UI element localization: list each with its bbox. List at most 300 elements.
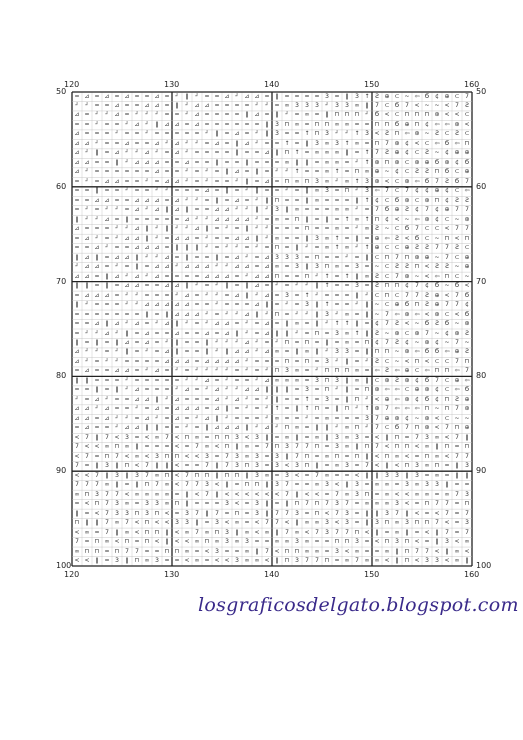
pattern-cell: =	[144, 547, 150, 555]
pattern-cell: <	[184, 452, 190, 460]
pattern-cell: <	[404, 234, 410, 242]
pattern-cell: ǁ	[225, 282, 229, 290]
pattern-cell: 3	[385, 471, 389, 479]
pattern-cell: 3	[155, 557, 159, 565]
pattern-cell: =	[304, 424, 310, 432]
pattern-cell: ⊓	[444, 443, 450, 451]
pattern-cell: 7	[195, 528, 199, 536]
pattern-cell: ∞	[284, 433, 290, 441]
pattern-cell: ǁ	[105, 320, 109, 328]
pattern-cell: ⊓	[284, 424, 290, 432]
pattern-cell: ┘	[195, 282, 199, 290]
pattern-cell: ⊂	[464, 244, 470, 252]
pattern-cell: ⊿	[204, 376, 210, 384]
pattern-cell: ∞	[424, 490, 430, 498]
pattern-cell: <	[154, 538, 160, 546]
pattern-cell: =	[224, 301, 230, 309]
pattern-cell: =	[94, 310, 100, 318]
pattern-cell: ǁ	[215, 253, 219, 261]
pattern-cell: ∞	[344, 433, 350, 441]
pattern-cell: ⊓	[424, 500, 430, 508]
pattern-cell: ⊂	[394, 177, 400, 185]
pattern-cell: ⊿	[134, 120, 140, 128]
pattern-cell: ǁ	[155, 424, 159, 432]
pattern-cell: =	[94, 282, 100, 290]
pattern-cell: =	[334, 282, 340, 290]
row-label-left: 80	[56, 371, 67, 381]
pattern-cell: =	[94, 376, 100, 384]
pattern-cell: ∞	[314, 519, 320, 527]
pattern-cell: ⊓	[384, 291, 390, 299]
pattern-cell: ∞	[324, 168, 330, 176]
pattern-cell: ǁ	[325, 111, 329, 119]
pattern-cell: 3	[385, 509, 389, 517]
pattern-cell: ⊓	[434, 367, 440, 375]
pattern-cell: ⊂	[444, 310, 450, 318]
pattern-cell: ┘	[125, 120, 129, 128]
pattern-cell: ǁ	[295, 244, 299, 252]
pattern-cell: 7	[365, 462, 369, 470]
pattern-cell: ⇦	[414, 405, 420, 413]
pattern-cell: 7	[145, 471, 149, 479]
pattern-cell: ⊿	[154, 139, 160, 147]
pattern-cell: 3	[315, 139, 319, 147]
pattern-cell: ǁ	[225, 168, 229, 176]
pattern-cell: =	[274, 320, 280, 328]
pattern-cell: ⇦	[424, 367, 430, 375]
row-label-right: 50	[476, 87, 487, 96]
pattern-cell: 7	[95, 471, 99, 479]
pattern-cell: =	[154, 443, 160, 451]
pattern-cell: ~	[414, 272, 420, 280]
pattern-cell: =	[94, 168, 100, 176]
pattern-cell: =	[214, 120, 220, 128]
pattern-cell: ⊓	[134, 557, 140, 565]
pattern-cell: ~	[384, 168, 390, 176]
pattern-cell: ⊓	[384, 348, 390, 356]
pattern-cell: =	[214, 310, 220, 318]
pattern-cell: 3	[185, 509, 189, 517]
pattern-cell: =	[114, 92, 120, 100]
pattern-cell: ⊓	[274, 310, 280, 318]
pattern-cell: ǁ	[115, 528, 119, 536]
pattern-cell: =	[84, 310, 90, 318]
pattern-cell: =	[424, 538, 430, 546]
pattern-cell: ǁ	[215, 158, 219, 166]
pattern-cell: 3	[375, 519, 379, 527]
pattern-cell: ⊿	[74, 158, 80, 166]
pattern-cell: ǁ	[205, 348, 209, 356]
pattern-cell: =	[234, 158, 240, 166]
pattern-cell: =	[104, 139, 110, 147]
pattern-cell: ⊿	[114, 101, 120, 109]
pattern-cell: ⊿	[74, 149, 80, 157]
pattern-cell: ┘	[225, 338, 229, 346]
pattern-cell: Ϭ	[464, 310, 470, 318]
pattern-cell: =	[444, 471, 450, 479]
pattern-cell: ⊓	[404, 111, 410, 119]
pattern-cell: 7	[215, 509, 219, 517]
pattern-cell: ⊿	[174, 196, 180, 204]
pattern-cell: =	[334, 215, 340, 223]
pattern-cell: ǁ	[255, 187, 259, 195]
pattern-cell: <	[174, 443, 180, 451]
pattern-cell: ⊓	[444, 234, 450, 242]
pattern-cell: ǁ	[205, 225, 209, 233]
pattern-cell: ⊓	[374, 215, 380, 223]
pattern-cell: =	[354, 338, 360, 346]
pattern-cell: ⊿	[94, 196, 100, 204]
pattern-cell: ⊿	[174, 139, 180, 147]
pattern-cell: ⊓	[294, 215, 300, 223]
pattern-cell: 7	[465, 509, 469, 517]
pattern-cell: ~	[414, 414, 420, 422]
pattern-cell: ǁ	[375, 509, 379, 517]
pattern-cell: ⊓	[334, 452, 340, 460]
pattern-cell: ǁ	[315, 424, 319, 432]
pattern-cell: ⊂	[454, 253, 460, 261]
pattern-cell: ⊿	[154, 263, 160, 271]
pattern-cell: ǁ	[185, 500, 189, 508]
pattern-cell: ∞	[314, 547, 320, 555]
pattern-cell: ┘	[185, 320, 189, 328]
pattern-cell: ⊿	[124, 282, 130, 290]
pattern-cell: ┘	[145, 177, 149, 185]
pattern-cell: ∞	[294, 376, 300, 384]
pattern-cell: ∞	[144, 557, 150, 565]
row-label-right: 100	[476, 561, 492, 570]
pattern-cell: ┘	[205, 168, 209, 176]
pattern-cell: =	[294, 111, 300, 119]
pattern-cell: ⊂	[444, 414, 450, 422]
pattern-cell: =	[254, 405, 260, 413]
pattern-cell: ǁ	[115, 481, 119, 489]
pattern-cell: ⊿	[114, 177, 120, 185]
pattern-cell: =	[184, 338, 190, 346]
pattern-cell: 7	[85, 481, 89, 489]
pattern-cell: 3	[125, 433, 129, 441]
pattern-cell: ┘	[245, 206, 249, 214]
pattern-cell: ǁ	[265, 500, 269, 508]
pattern-cell: =	[214, 168, 220, 176]
pattern-cell: ┘	[315, 291, 319, 299]
pattern-cell: ↑	[284, 139, 290, 147]
pattern-cell: =	[304, 149, 310, 157]
pattern-cell: ┘	[265, 206, 269, 214]
pattern-cell: ǁ	[185, 206, 189, 214]
pattern-cell: =	[294, 414, 300, 422]
row-label-left: 70	[56, 276, 67, 286]
pattern-cell: =	[104, 348, 110, 356]
pattern-cell: ⊓	[434, 462, 440, 470]
pattern-cell: <	[374, 395, 380, 403]
pattern-cell: ↑	[354, 130, 360, 138]
pattern-cell: 7	[385, 405, 389, 413]
pattern-cell: ┘	[245, 320, 249, 328]
pattern-cell: ┘	[205, 310, 209, 318]
pattern-cell: ⊿	[244, 263, 250, 271]
pattern-cell: =	[364, 120, 370, 128]
pattern-cell: =	[234, 376, 240, 384]
pattern-cell: ┘	[155, 320, 159, 328]
pattern-cell: ⊿	[124, 139, 130, 147]
pattern-cell: Ϭ	[434, 158, 440, 166]
pattern-cell: ǁ	[325, 424, 329, 432]
pattern-cell: =	[94, 130, 100, 138]
pattern-cell: <	[454, 111, 460, 119]
pattern-cell: =	[134, 414, 140, 422]
pattern-cell: ǁ	[185, 282, 189, 290]
pattern-cell: =	[194, 395, 200, 403]
pattern-cell: =	[314, 158, 320, 166]
pattern-cell: Ϭ	[444, 168, 450, 176]
pattern-cell: ⊿	[144, 149, 150, 157]
pattern-cell: ⊂	[414, 367, 420, 375]
pattern-cell: 7	[115, 490, 119, 498]
pattern-cell: ∞	[274, 348, 280, 356]
pattern-cell: ⊿	[134, 272, 140, 280]
pattern-cell: =	[284, 196, 290, 204]
pattern-cell: =	[194, 338, 200, 346]
pattern-cell: =	[254, 414, 260, 422]
pattern-cell: =	[204, 120, 210, 128]
pattern-cell: =	[74, 500, 80, 508]
pattern-cell: ┘	[195, 367, 199, 375]
pattern-cell: ǁ	[355, 291, 359, 299]
pattern-cell: ⊕	[464, 253, 470, 261]
pattern-cell: Ƨ	[375, 272, 379, 280]
pattern-cell: ⊛	[424, 196, 430, 204]
pattern-cell: ǁ	[375, 471, 379, 479]
pattern-cell: ┘	[85, 215, 89, 223]
pattern-cell: <	[424, 528, 430, 536]
pattern-cell: =	[314, 395, 320, 403]
pattern-cell: ⊂	[454, 187, 460, 195]
pattern-cell: =	[344, 301, 350, 309]
pattern-cell: ǁ	[185, 253, 189, 261]
pattern-cell: 3	[365, 177, 369, 185]
pattern-cell: =	[294, 225, 300, 233]
row-label-left: 60	[56, 181, 67, 191]
pattern-cell: =	[74, 386, 80, 394]
pattern-cell: <	[284, 462, 290, 470]
pattern-cell: ⊿	[254, 386, 260, 394]
pattern-cell: ⊓	[224, 443, 230, 451]
pattern-cell: ⊿	[114, 253, 120, 261]
pattern-cell: 3	[395, 538, 399, 546]
pattern-cell: 7	[375, 149, 379, 157]
pattern-cell: 7	[465, 92, 469, 100]
pattern-cell: <	[264, 557, 270, 565]
pattern-cell: ǁ	[265, 301, 269, 309]
pattern-cell: 7	[395, 272, 399, 280]
pattern-cell: Ƨ	[395, 263, 399, 271]
pattern-cell: 7	[435, 376, 439, 384]
pattern-cell: ⊿	[134, 320, 140, 328]
pattern-cell: =	[324, 206, 330, 214]
pattern-cell: <	[184, 557, 190, 565]
pattern-cell: ǁ	[115, 158, 119, 166]
pattern-cell: 3	[325, 481, 329, 489]
pattern-cell: ⊓	[144, 528, 150, 536]
pattern-cell: ǁ	[225, 405, 229, 413]
pattern-cell: ǁ	[365, 376, 369, 384]
pattern-cell: =	[364, 320, 370, 328]
pattern-cell: =	[354, 386, 360, 394]
pattern-cell: <	[244, 433, 250, 441]
pattern-cell: =	[104, 424, 110, 432]
pattern-cell: =	[214, 187, 220, 195]
pattern-cell: <	[414, 509, 420, 517]
pattern-cell: ǁ	[275, 111, 279, 119]
pattern-cell: =	[194, 348, 200, 356]
pattern-cell: ┘	[205, 320, 209, 328]
pattern-cell: =	[184, 367, 190, 375]
pattern-cell: ┘	[215, 338, 219, 346]
pattern-cell: ⊛	[394, 414, 400, 422]
pattern-cell: =	[314, 338, 320, 346]
pattern-cell: =	[194, 187, 200, 195]
pattern-cell: ⊿	[194, 310, 200, 318]
pattern-cell: ┘	[305, 244, 309, 252]
pattern-cell: ⊓	[294, 500, 300, 508]
pattern-cell: 7	[415, 547, 419, 555]
pattern-cell: ┘	[225, 386, 229, 394]
pattern-cell: =	[314, 215, 320, 223]
pattern-cell: ⊂	[464, 130, 470, 138]
pattern-cell: ⊓	[394, 282, 400, 290]
pattern-cell: =	[134, 376, 140, 384]
pattern-cell: ↑	[364, 215, 370, 223]
pattern-cell: 7	[135, 547, 139, 555]
pattern-cell: ⊓	[354, 395, 360, 403]
pattern-cell: ⊿	[194, 263, 200, 271]
pattern-cell: ǁ	[205, 509, 209, 517]
pattern-cell: <	[444, 225, 450, 233]
pattern-cell: ǁ	[315, 282, 319, 290]
pattern-cell: 7	[445, 301, 449, 309]
pattern-cell: ⊂	[404, 386, 410, 394]
pattern-cell: ∞	[194, 538, 200, 546]
pattern-cell: ∞	[354, 376, 360, 384]
pattern-cell: =	[144, 168, 150, 176]
pattern-cell: ⊛	[454, 120, 460, 128]
pattern-cell: =	[134, 538, 140, 546]
pattern-cell: ⇦	[414, 310, 420, 318]
pattern-cell: =	[344, 414, 350, 422]
pattern-cell: <	[224, 557, 230, 565]
pattern-cell: ⊿	[194, 120, 200, 128]
pattern-cell: 3	[335, 139, 339, 147]
pattern-cell: 3	[115, 509, 119, 517]
pattern-cell: ⊓	[404, 538, 410, 546]
pattern-cell: =	[434, 490, 440, 498]
pattern-cell: ⊕	[384, 395, 390, 403]
pattern-cell: ⊿	[124, 424, 130, 432]
pattern-cell: ⊓	[354, 528, 360, 536]
pattern-cell: ⊿	[204, 263, 210, 271]
pattern-cell: ⊓	[214, 433, 220, 441]
pattern-cell: 3	[325, 130, 329, 138]
pattern-cell: 7	[75, 443, 79, 451]
pattern-cell: <	[294, 471, 300, 479]
pattern-cell: =	[124, 244, 130, 252]
pattern-cell: Ƨ	[425, 301, 429, 309]
pattern-cell: =	[284, 282, 290, 290]
pattern-cell: ┘	[85, 206, 89, 214]
pattern-cell: ┘	[195, 139, 199, 147]
pattern-cell: ⊿	[214, 395, 220, 403]
pattern-cell: ⊿	[144, 329, 150, 337]
pattern-cell: ⊿	[154, 158, 160, 166]
pattern-cell: <	[74, 433, 80, 441]
pattern-cell: =	[164, 291, 170, 299]
pattern-cell: =	[184, 395, 190, 403]
pattern-cell: ∞	[384, 481, 390, 489]
pattern-cell: =	[194, 168, 200, 176]
pattern-cell: =	[164, 443, 170, 451]
pattern-cell: =	[254, 263, 260, 271]
pattern-cell: =	[134, 348, 140, 356]
pattern-cell: ⊿	[154, 405, 160, 413]
pattern-cell: ┘	[95, 139, 99, 147]
pattern-cell: 7	[75, 462, 79, 470]
pattern-cell: 3	[345, 101, 349, 109]
pattern-cell: =	[444, 462, 450, 470]
pattern-cell: =	[244, 500, 250, 508]
pattern-cell: <	[374, 462, 380, 470]
pattern-cell: ⊓	[234, 471, 240, 479]
pattern-cell: ǁ	[155, 462, 159, 470]
pattern-cell: =	[334, 291, 340, 299]
pattern-cell: 3	[465, 490, 469, 498]
pattern-cell: ┘	[175, 92, 179, 100]
pattern-cell: ⊿	[244, 338, 250, 346]
pattern-cell: 3	[255, 433, 259, 441]
pattern-cell: ⊓	[284, 357, 290, 365]
pattern-cell: =	[274, 433, 280, 441]
pattern-cell: <	[384, 443, 390, 451]
pattern-cell: =	[324, 329, 330, 337]
pattern-cell: ⊿	[84, 291, 90, 299]
pattern-cell: =	[204, 158, 210, 166]
pattern-cell: =	[214, 149, 220, 157]
pattern-cell: ⊿	[224, 206, 230, 214]
pattern-cell: ⊿	[174, 310, 180, 318]
pattern-cell: <	[194, 452, 200, 460]
pattern-cell: 7	[265, 519, 269, 527]
pattern-cell: ⊓	[124, 462, 130, 470]
pattern-cell: =	[224, 196, 230, 204]
pattern-cell: ¢	[435, 395, 439, 403]
pattern-cell: 7	[345, 500, 349, 508]
pattern-cell: ⊛	[434, 111, 440, 119]
pattern-cell: ∞	[184, 547, 190, 555]
pattern-cell: =	[414, 452, 420, 460]
pattern-cell: 3	[425, 433, 429, 441]
pattern-cell: ⊛	[414, 130, 420, 138]
pattern-cell: =	[304, 367, 310, 375]
pattern-cell: =	[294, 301, 300, 309]
pattern-cell: ↑	[354, 329, 360, 337]
pattern-cell: ∞	[304, 547, 310, 555]
pattern-cell: ⊿	[234, 196, 240, 204]
pattern-cell: =	[234, 301, 240, 309]
pattern-cell: =	[124, 310, 130, 318]
pattern-cell: ǁ	[135, 253, 139, 261]
pattern-cell: ⊿	[244, 92, 250, 100]
pattern-cell: ⊕	[464, 263, 470, 271]
